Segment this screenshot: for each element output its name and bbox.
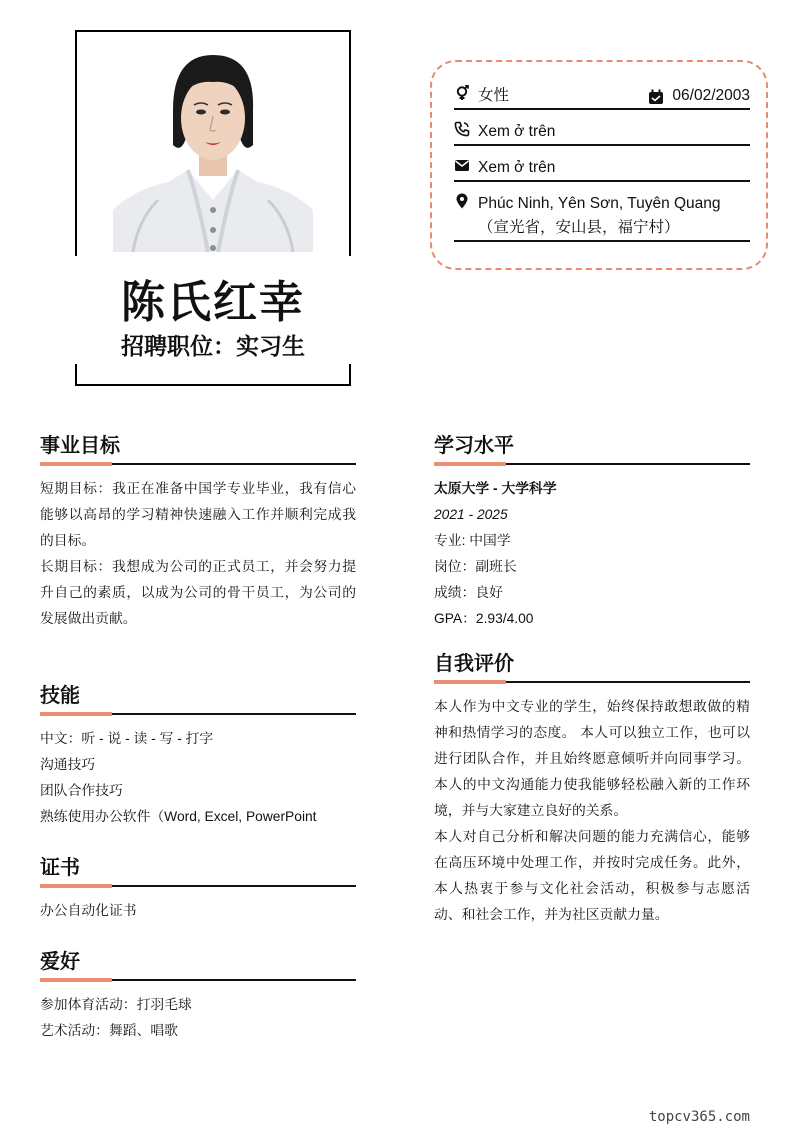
section-career [40,433,356,632]
contact-row-address [454,192,750,242]
calendar-icon [648,89,664,105]
section-title: 自我评价 [434,653,514,675]
education-major: 专业: 中国学 [434,533,511,548]
section-divider [434,462,750,466]
section-divider [40,712,356,716]
self-evaluation-paragraph: 本人对自己分析和解决问题的能力充满信心，能够在高压环境中处理工作，并按时完成任务。此外，本人热衷于参与文化社会活动，积极参与志愿活动、和社会工作，并为社区贡献力量。 [434,829,750,922]
hobby-item: 参加体育活动：打羽毛球 [40,997,192,1012]
skill-item: 沟通技巧 [40,757,96,772]
contact-row-phone [454,120,750,146]
career-long-term: 长期目标：我想成为公司的正式员工，并会努力提升自己的素质，以成为公司的骨干员工，为公司的发展做出贡献。 [40,559,356,626]
gender-icon [454,85,470,101]
skill-item: 中文：听 - 说 - 读 - 写 - 打字 [40,731,214,746]
skill-item: 熟练使用办公软件（Word, Excel, PowerPoint [40,809,317,824]
address-line-2: （宣光省，安山县，福宁村） [478,219,680,236]
self-evaluation-paragraph: 本人作为中文专业的学生，始终保持敢想敢做的精神和热情学习的态度。 本人可以独立工作，也可以进行团队合作，并且始终愿意倾听并向同事学习。 本人的中文沟通能力使我能够轻松融入新的工作环境，并与大家建立良好的关系。 [434,699,750,818]
email-value: Xem ở trên [478,159,556,176]
education-years: 2021 - 2025 [434,507,508,522]
birthdate-value: 06/02/2003 [672,87,750,104]
certificate-item: 办公自动化证书 [40,903,137,918]
section-title: 事业目标 [40,435,120,457]
section-title: 证书 [40,857,80,879]
profile-photo [113,50,313,252]
contact-row-email [454,156,750,182]
birthdate [648,84,750,108]
section-education [434,433,750,632]
candidate-name: 陈氏红幸 [121,278,305,327]
section-title: 技能 [40,685,80,707]
education-school: 太原大学 - 大学科学 [434,481,557,496]
skill-item: 团队合作技巧 [40,783,123,798]
address-line-1: Phúc Ninh, Yên Sơn, Tuyên Quang [478,195,721,212]
section-title: 学习水平 [434,435,514,457]
section-title: 爱好 [40,951,80,973]
education-grade: 成绩：良好 [434,585,503,600]
section-skills [40,683,356,830]
section-hobbies [40,949,356,1044]
section-divider [40,884,356,888]
contact-box [430,60,768,270]
phone-icon [454,121,470,137]
contact-row-gender [454,84,750,110]
section-self-evaluation [434,651,750,928]
hobby-item: 艺术活动：舞蹈、唱歌 [40,1023,178,1038]
career-short-term: 短期目标：我正在准备中国学专业毕业，我有信心能够以高昂的学习精神快速融入工作并顺利完成我的目标。 [40,481,356,548]
address-value [478,192,721,240]
education-role: 岗位：副班长 [434,559,517,574]
gender-value: 女性 [478,87,510,104]
section-divider [40,978,356,982]
phone-value: Xem ở trên [478,123,556,140]
footer-watermark: topcv365.com [648,1109,750,1125]
location-pin-icon [454,193,470,209]
job-position: 招聘职位：实习生 [121,333,305,359]
envelope-icon [454,157,470,173]
section-certificates [40,855,356,924]
section-divider [40,462,356,466]
section-divider [434,680,750,684]
education-gpa: GPA：2.93/4.00 [434,611,534,626]
